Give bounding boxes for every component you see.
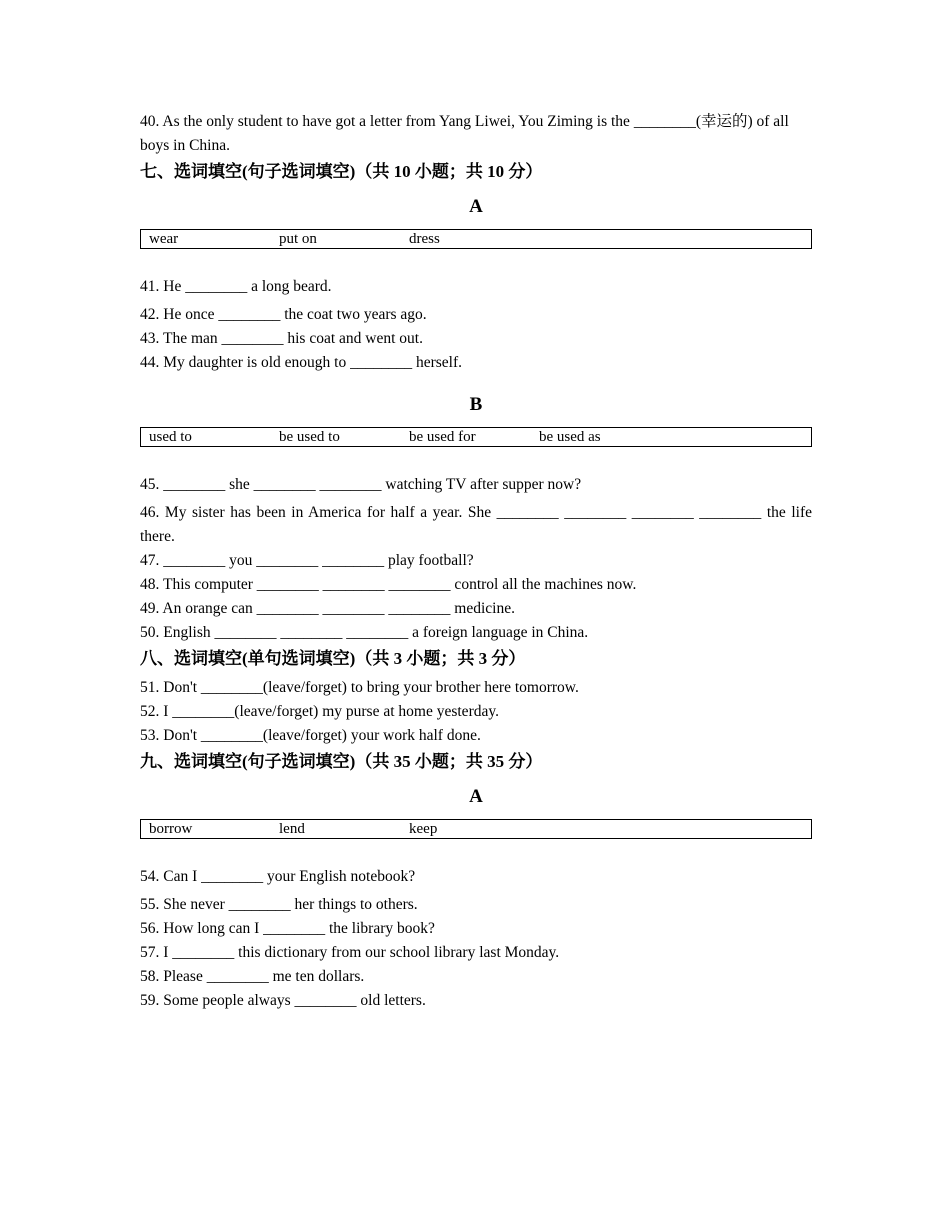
- question-40: 40. As the only student to have got a letter from Yang Liwei, You Ziming is the ________(幸运的) of all boys in China.: [140, 113, 789, 154]
- word-option: keep: [409, 821, 438, 837]
- question-44: 44. My daughter is old enough to ________ herself.: [140, 354, 463, 371]
- question-50: 50. English ________ ________ ________ a foreign language in China.: [140, 624, 589, 641]
- question-52: 52. I ________(leave/forget) my purse at home yesterday.: [140, 703, 499, 720]
- question-55: 55. She never ________ her things to others.: [140, 896, 418, 913]
- question-48: 48. This computer ________ ________ ________ control all the machines now.: [140, 576, 637, 593]
- word-option: wear: [149, 231, 179, 247]
- document-page: [140, 110, 812, 1013]
- question-41: 41. He ________ a long beard.: [140, 278, 332, 295]
- word-option: be used for: [409, 429, 476, 445]
- word-option: lend: [279, 821, 305, 837]
- section-7-title: 七、选词填空(句子选词填空)（共 10 小题；共 10 分）: [140, 162, 543, 181]
- word-option: put on: [279, 231, 317, 247]
- question-43: 43. The man ________ his coat and went out.: [140, 330, 423, 347]
- question-58: 58. Please ________ me ten dollars.: [140, 968, 365, 985]
- question-51: 51. Don't ________(leave/forget) to bring your brother here tomorrow.: [140, 679, 579, 696]
- question-59: 59. Some people always ________ old letters.: [140, 992, 426, 1009]
- question-45: 45. ________ she ________ ________ watching TV after supper now?: [140, 476, 582, 493]
- word-option: used to: [149, 429, 192, 445]
- question-46: 46. My sister has been in America for half a year. She ________ ________ ________ ________ the life there.: [140, 504, 812, 545]
- word-option: be used as: [539, 429, 601, 445]
- question-57: 57. I ________ this dictionary from our school library last Monday.: [140, 944, 560, 961]
- word-box-9a: [140, 819, 812, 839]
- word-option: dress: [409, 231, 440, 247]
- section-8-title: 八、选词填空(单句选词填空)（共 3 小题；共 3 分）: [140, 649, 526, 668]
- section-9-part-a-label: A: [469, 786, 483, 807]
- question-54: 54. Can I ________ your English notebook?: [140, 868, 416, 885]
- section-7-part-b-label: B: [469, 394, 483, 415]
- question-53: 53. Don't ________(leave/forget) your work half done.: [140, 727, 481, 744]
- word-box-7b: [140, 427, 812, 447]
- word-option: be used to: [279, 429, 340, 445]
- question-56: 56. How long can I ________ the library book?: [140, 920, 435, 937]
- word-box-7a: [140, 229, 812, 249]
- word-option: borrow: [149, 821, 193, 837]
- question-42: 42. He once ________ the coat two years ago.: [140, 306, 427, 323]
- section-9-title: 九、选词填空(句子选词填空)（共 35 小题；共 35 分）: [140, 752, 543, 771]
- question-47: 47. ________ you ________ ________ play football?: [140, 552, 474, 569]
- section-7-part-a-label: A: [469, 196, 483, 217]
- question-49: 49. An orange can ________ ________ ________ medicine.: [140, 600, 515, 617]
